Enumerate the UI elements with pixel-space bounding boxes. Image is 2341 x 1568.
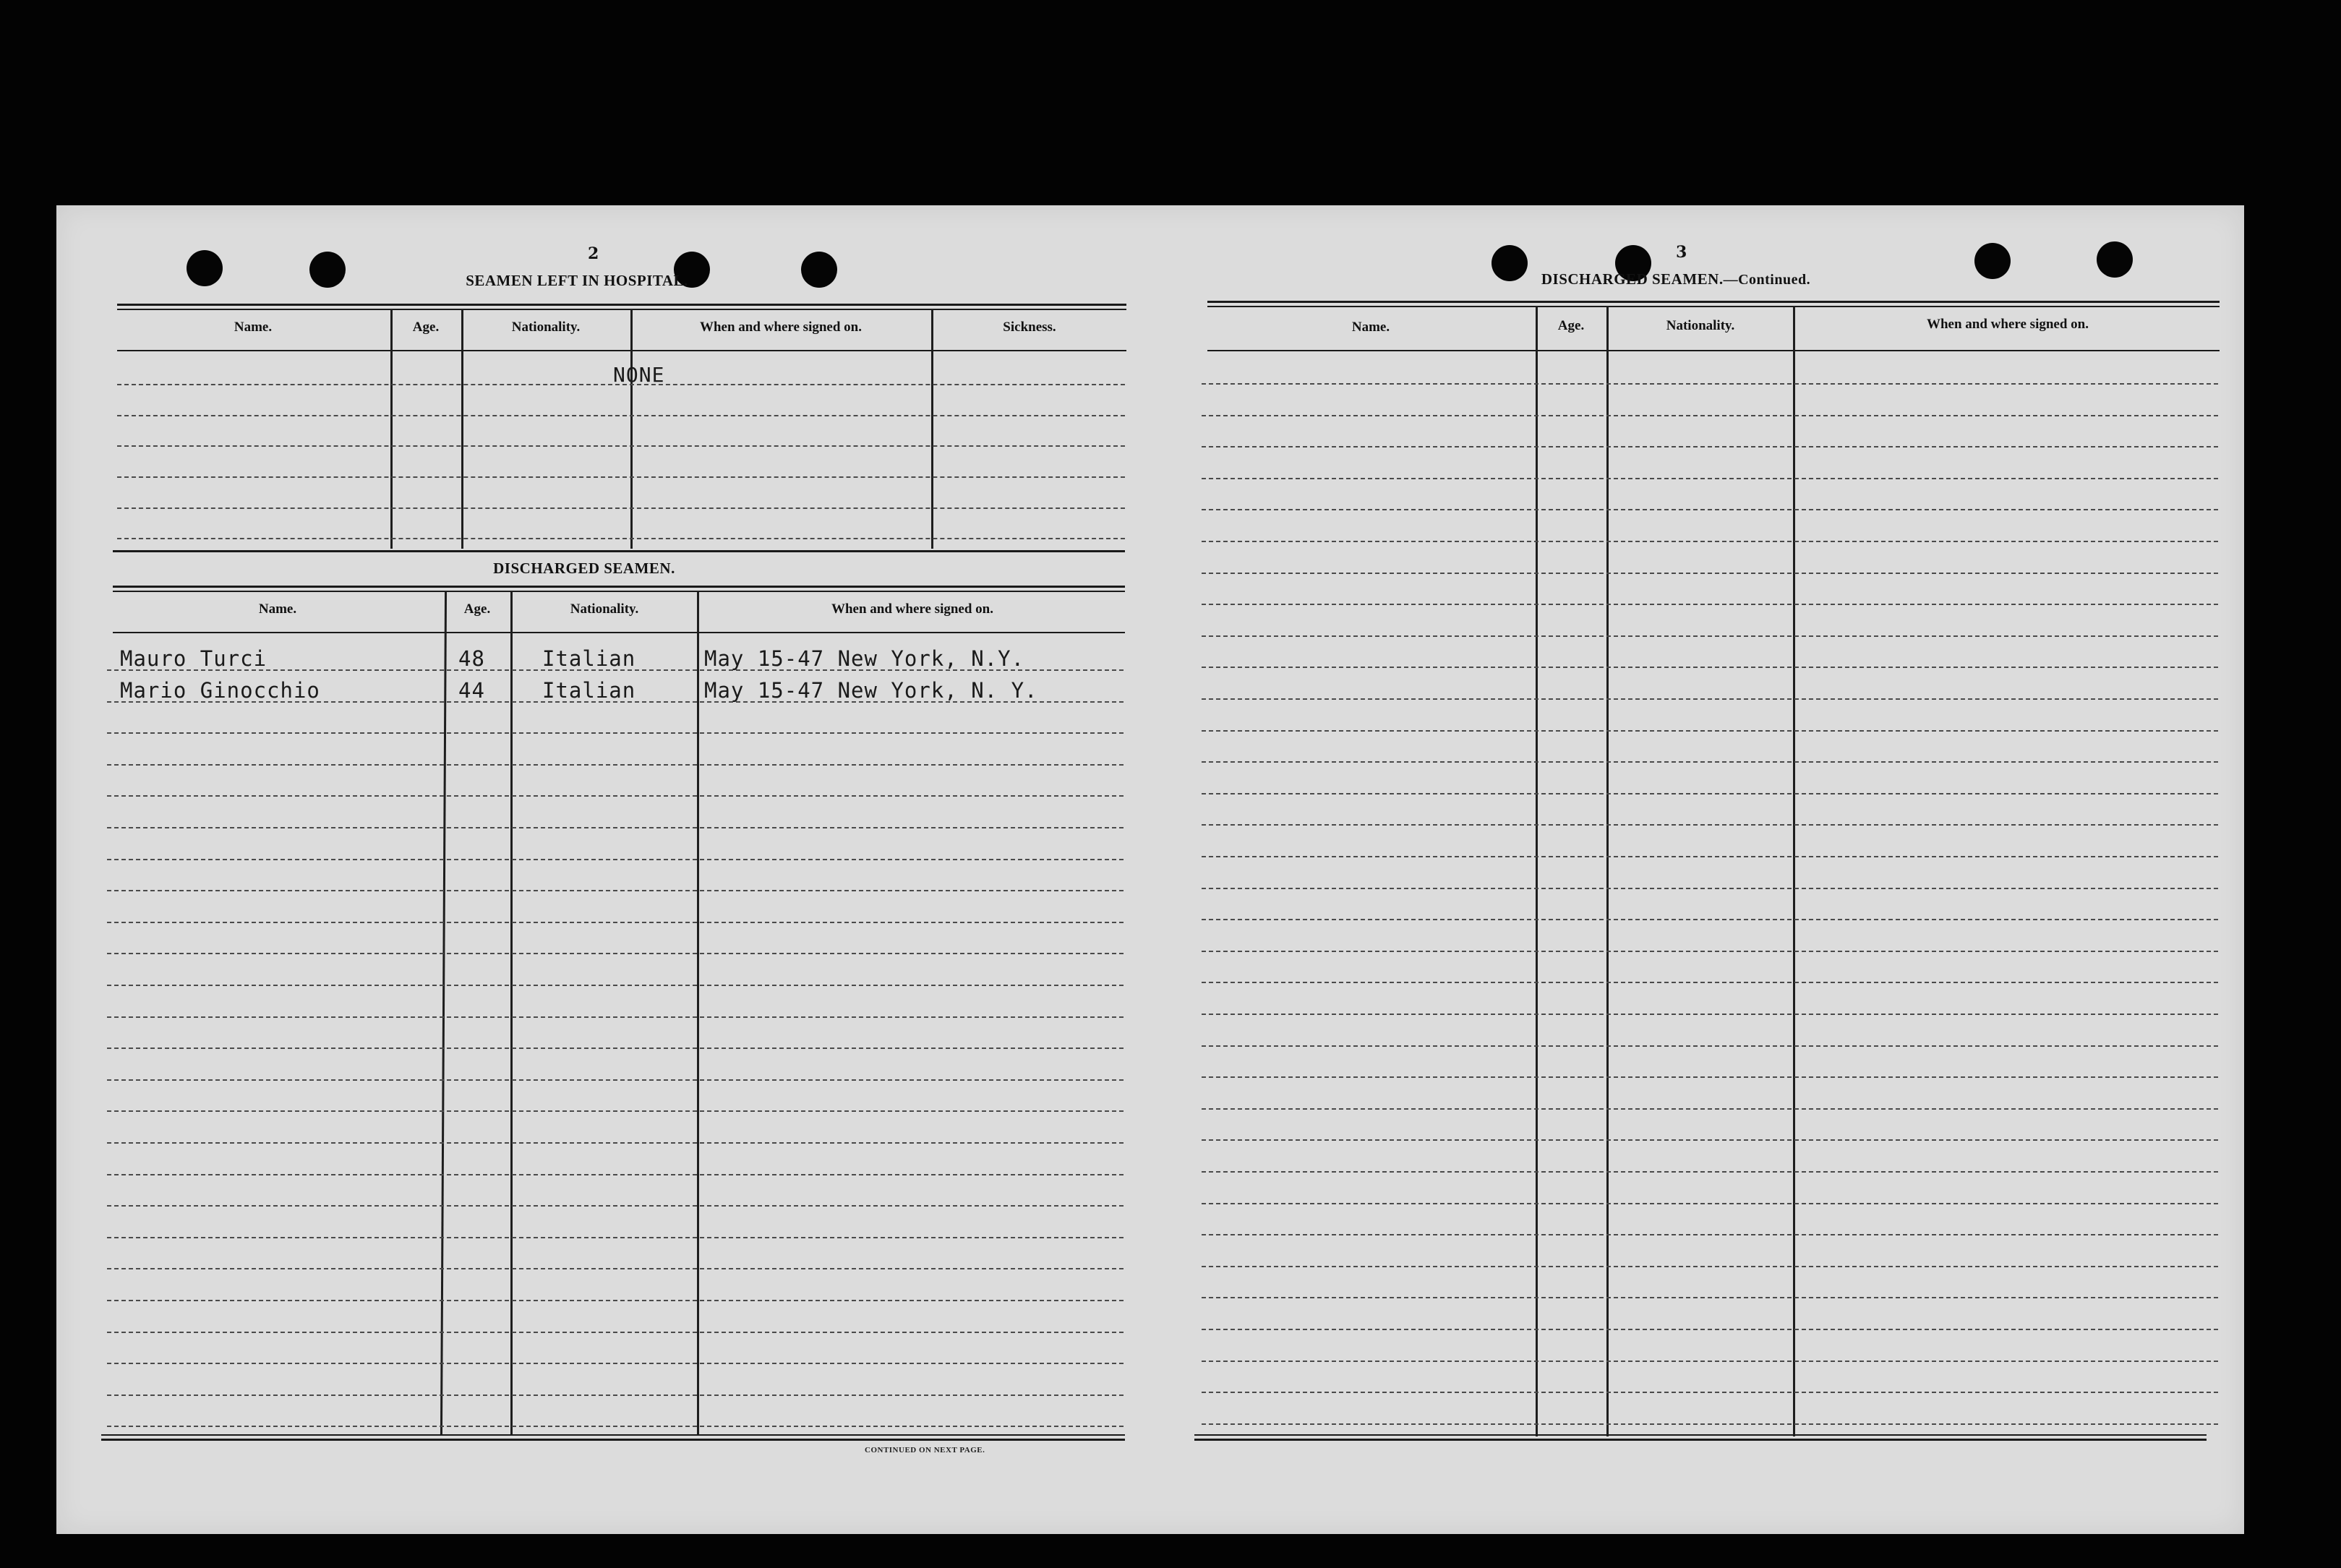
seaman-signed-on: May 15-47 New York, N. Y. [704, 678, 1038, 703]
punch-hole [1974, 243, 2011, 279]
row-line [1202, 730, 2218, 732]
seaman-name: Mario Ginocchio [120, 678, 320, 703]
row-line [107, 764, 1124, 766]
row-line [1202, 478, 2218, 479]
row-line [117, 507, 1125, 509]
row-line [107, 922, 1124, 923]
row-line [1202, 1203, 2218, 1204]
punch-hole [187, 250, 223, 286]
row-line [1202, 951, 2218, 952]
col-header-signed-on: When and where signed on. [699, 320, 862, 335]
col-header-age: Age. [412, 320, 440, 335]
column-divider [461, 309, 463, 549]
row-line [1202, 982, 2218, 983]
row-line [1202, 604, 2218, 605]
row-line [117, 476, 1125, 478]
rule [113, 632, 1125, 633]
rule [101, 1434, 1125, 1436]
col-header-sickness: Sickness. [1003, 320, 1056, 335]
seaman-age: 48 [458, 646, 485, 671]
row-line [107, 953, 1124, 954]
col-header-name: Name. [258, 601, 297, 617]
right-section-title [1510, 270, 1842, 288]
rule [101, 1439, 1125, 1441]
row-line [1202, 1329, 2218, 1330]
row-line [1202, 1045, 2218, 1047]
col-header-nationality: Nationality. [570, 601, 639, 617]
row-line [107, 1016, 1124, 1018]
row-line [117, 538, 1125, 539]
seaman-age: 44 [458, 678, 485, 703]
page-number: 2 [588, 244, 599, 263]
rule [113, 550, 1125, 552]
row-line [1202, 888, 2218, 889]
row-line [1202, 1361, 2218, 1362]
rule [1194, 1434, 2207, 1436]
row-line [1202, 1139, 2218, 1141]
row-line [1202, 919, 2218, 920]
discharged-section-title: DISCHARGED SEAMEN. [493, 560, 675, 577]
row-line [1202, 1266, 2218, 1267]
row-line [1202, 856, 2218, 857]
column-divider [630, 309, 633, 549]
column-divider [931, 309, 933, 549]
hospital-none-entry: NONE [613, 363, 665, 387]
row-line [107, 1268, 1124, 1269]
seaman-nationality: Italian [542, 646, 636, 671]
col-header-nationality: Nationality. [511, 320, 581, 335]
row-line [107, 1237, 1124, 1238]
page-number: 3 [1676, 243, 1687, 262]
row-line [1202, 1014, 2218, 1015]
continued-note: CONTINUED ON NEXT PAGE. [865, 1446, 985, 1455]
row-line [1202, 573, 2218, 574]
row-line [1202, 383, 2218, 385]
col-header-nationality: Nationality. [1666, 318, 1735, 333]
row-line [1202, 1297, 2218, 1298]
row-line [117, 415, 1125, 416]
column-divider [440, 591, 447, 1435]
row-line [1202, 635, 2218, 637]
rule [117, 309, 1126, 310]
row-line [1202, 1171, 2218, 1173]
col-header-age: Age. [1557, 318, 1585, 333]
column-divider [390, 309, 393, 549]
rule [1207, 350, 2220, 351]
rule [113, 586, 1125, 588]
col-header-signed-on: When and where signed on. [1926, 317, 2089, 332]
row-line [1202, 446, 2218, 447]
row-line [107, 1205, 1124, 1207]
right-title-suffix: —Continued. [1723, 272, 1811, 288]
punch-hole [2097, 241, 2133, 278]
row-line [1202, 698, 2218, 700]
rule [1194, 1439, 2207, 1441]
seaman-signed-on: May 15-47 New York, N.Y. [704, 646, 1025, 671]
row-line [107, 827, 1124, 828]
row-line [107, 1395, 1124, 1396]
row-line [107, 1426, 1124, 1427]
row-line [107, 1142, 1124, 1144]
row-line [107, 732, 1124, 734]
document-sheet [56, 205, 2244, 1534]
seaman-nationality: Italian [542, 678, 636, 703]
row-line [107, 1079, 1124, 1081]
col-header-name: Name. [1351, 320, 1390, 335]
row-line [107, 1174, 1124, 1175]
rule [113, 591, 1125, 592]
punch-hole [801, 252, 837, 288]
column-divider [697, 591, 699, 1435]
row-line [107, 1048, 1124, 1049]
rule [117, 350, 1126, 351]
row-line [1202, 667, 2218, 668]
column-divider [510, 591, 513, 1435]
rule [1207, 306, 2220, 307]
right-title-text: DISCHARGED SEAMEN. [1541, 270, 1724, 288]
row-line [1202, 1423, 2218, 1425]
row-line [107, 859, 1124, 860]
row-line [1202, 541, 2218, 542]
row-line [1202, 415, 2218, 416]
row-line [1202, 509, 2218, 510]
row-line [1202, 761, 2218, 763]
hospital-section-title: SEAMEN LEFT IN HOSPITAL. [466, 272, 688, 289]
row-line [1202, 1392, 2218, 1393]
row-line [117, 445, 1125, 447]
row-line [1202, 1108, 2218, 1110]
row-line [107, 1110, 1124, 1112]
col-header-signed-on: When and where signed on. [831, 601, 993, 617]
col-header-name: Name. [234, 320, 273, 335]
row-line [107, 1332, 1124, 1333]
rule [117, 304, 1126, 306]
col-header-age: Age. [463, 601, 491, 617]
row-line [107, 1300, 1124, 1301]
seaman-name: Mauro Turci [120, 646, 268, 671]
row-line [107, 890, 1124, 891]
punch-hole [309, 252, 346, 288]
row-line [1202, 1076, 2218, 1078]
row-line [1202, 1234, 2218, 1235]
row-line [107, 1363, 1124, 1364]
row-line [1202, 824, 2218, 826]
row-line [1202, 793, 2218, 794]
row-line [107, 795, 1124, 797]
rule [1207, 301, 2220, 303]
row-line [107, 985, 1124, 986]
